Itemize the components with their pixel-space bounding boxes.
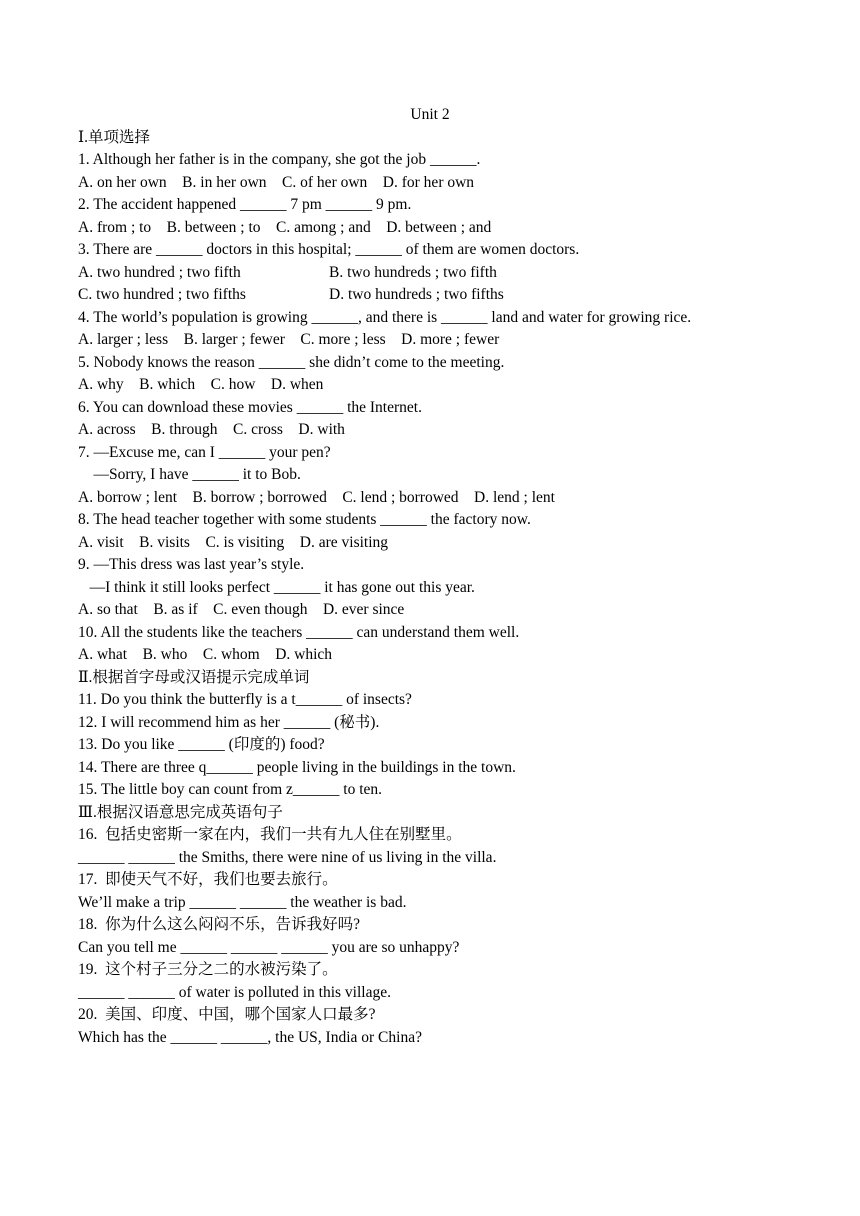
question-19-chinese: 19. 这个村子三分之二的水被污染了。: [78, 961, 338, 978]
page-title: Unit 2: [410, 106, 450, 123]
question-16-english: ______ ______ the Smiths, there were nine of us living in the villa.: [78, 848, 497, 866]
question-16-chinese: 16. 包括史密斯一家在内，我们一共有九人住在别墅里。: [78, 826, 462, 843]
question-9-options: A. so that B. as if C. even though D. ever since: [78, 601, 405, 618]
question-12: 12. I will recommend him as her ______ (秘书).: [78, 713, 380, 731]
section-1-heading: Ⅰ.单项选择: [78, 128, 150, 146]
question-8-options: A. visit B. visits C. is visiting D. are visiting: [78, 533, 389, 551]
question-2-options: A. from ; to B. between ; to C. among ; and D. between ; and: [78, 218, 492, 236]
question-3-options-row-1: [78, 262, 778, 285]
question-3-stem: 3. There are ______ doctors in this hospital; ______ of them are women doctors.: [78, 241, 580, 258]
question-7-stem: 7. —Excuse me, can I ______ your pen?: [78, 443, 331, 461]
question-3-option-b: B. two hundreds ; two fifth: [329, 263, 497, 281]
question-8-stem: 8. The head teacher together with some students ______ the factory now.: [78, 511, 531, 528]
question-17-english: We’ll make a trip ______ ______ the weather is bad.: [78, 893, 407, 911]
question-15: 15. The little boy can count from z______ to ten.: [78, 781, 383, 798]
question-1-stem: 1. Although her father is in the company, she got the job ______.: [78, 151, 481, 168]
question-7-options: A. borrow ; lent B. borrow ; borrowed C. lend ; borrowed D. lend ; lent: [78, 488, 555, 506]
section-2-heading: Ⅱ.根据首字母或汉语提示完成单词: [78, 668, 310, 686]
question-13: 13. Do you like ______ (印度的) food?: [78, 736, 325, 753]
question-4-options: A. larger ; less B. larger ; fewer C. more ; less D. more ; fewer: [78, 331, 500, 348]
question-7-stem-reply: —Sorry, I have ______ it to Bob.: [78, 466, 301, 483]
question-9-stem: 9. —This dress was last year’s style.: [78, 556, 305, 573]
question-10-options: A. what B. who C. whom D. which: [78, 646, 333, 663]
question-5-options: A. why B. which C. how D. when: [78, 376, 324, 393]
question-17-chinese: 17. 即使天气不好，我们也要去旅行。: [78, 871, 338, 888]
question-4-stem: 4. The world’s population is growing ______, and there is ______ land and water for growing rice.: [78, 308, 692, 326]
question-1-options: A. on her own B. in her own C. of her own D. for her own: [78, 173, 475, 191]
question-6-options: A. across B. through C. cross D. with: [78, 421, 345, 438]
question-10-stem: 10. All the students like the teachers ______ can understand them well.: [78, 623, 520, 641]
worksheet-page: [78, 104, 778, 1049]
question-5-stem: 5. Nobody knows the reason ______ she didn’t come to the meeting.: [78, 353, 505, 371]
question-3-option-c: C. two hundred ; two fifths: [78, 286, 246, 303]
question-19-english: ______ ______ of water is polluted in this village.: [78, 983, 391, 1001]
question-6-stem: 6. You can download these movies ______ the Internet.: [78, 398, 422, 416]
question-2-stem: 2. The accident happened ______ 7 pm ______ 9 pm.: [78, 196, 412, 213]
question-11: 11. Do you think the butterfly is a t______ of insects?: [78, 691, 412, 708]
section-3-heading: Ⅲ.根据汉语意思完成英语句子: [78, 803, 283, 821]
question-3-option-a: A. two hundred ; two fifth: [78, 263, 241, 281]
question-3-option-d: D. two hundreds ; two fifths: [329, 286, 504, 303]
question-3-options-row-2: [78, 284, 778, 307]
question-18-english: Can you tell me ______ ______ ______ you are so unhappy?: [78, 938, 460, 956]
question-20-chinese: 20. 美国、印度、中国，哪个国家人口最多?: [78, 1006, 376, 1023]
question-14: 14. There are three q______ people living in the buildings in the town.: [78, 758, 516, 776]
question-18-chinese: 18. 你为什么这么闷闷不乐，告诉我好吗?: [78, 916, 361, 933]
question-9-stem-reply: —I think it still looks perfect ______ it has gone out this year.: [78, 578, 475, 596]
question-20-english: Which has the ______ ______, the US, India or China?: [78, 1028, 422, 1046]
